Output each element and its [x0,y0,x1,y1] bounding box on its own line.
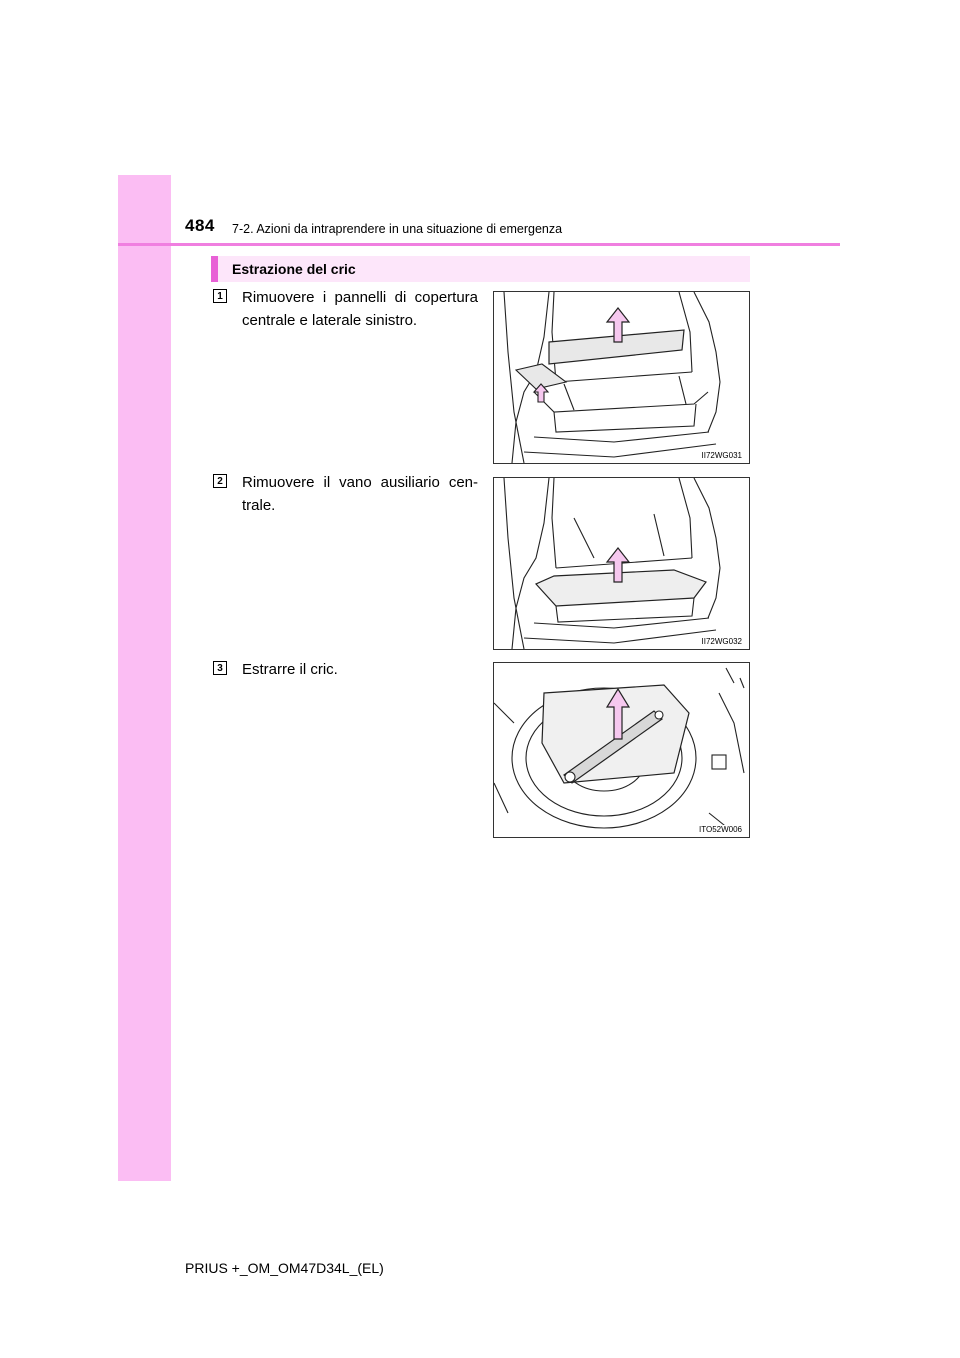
figure-trunk-covers [493,291,750,464]
page-number: 484 [185,216,215,235]
step-number-3: 3 [213,661,227,675]
step-text-2: Rimuovere il vano ausiliario cen-trale. [242,474,478,514]
chapter-title: 7-2. Azioni da intraprendere in una situazione di emergenza [232,222,563,236]
footer-model: PRIUS +_OM_OM47D34L_(EL) [185,1260,384,1276]
figure-code-1: II72WG031 [701,451,742,460]
section-heading [211,256,750,282]
jack-illustration [494,663,749,837]
trunk-covers-illustration [494,292,749,463]
section-title: Estrazione del cric [232,261,356,277]
header-divider [118,243,840,246]
step-number-1: 1 [213,289,227,303]
figure-jack [493,662,750,838]
step-text-3: Estrarre il cric. [242,661,338,678]
step-number-2: 2 [213,474,227,488]
figure-code-2: II72WG032 [701,637,742,646]
figure-code-3: ITO52W006 [699,825,742,834]
figure-auxiliary-box [493,477,750,650]
auxiliary-box-illustration [494,478,749,649]
step-text-1: Rimuovere i pannelli di copertura centrale e laterale sinistro. [242,289,478,329]
sidebar-tab [118,175,171,1181]
